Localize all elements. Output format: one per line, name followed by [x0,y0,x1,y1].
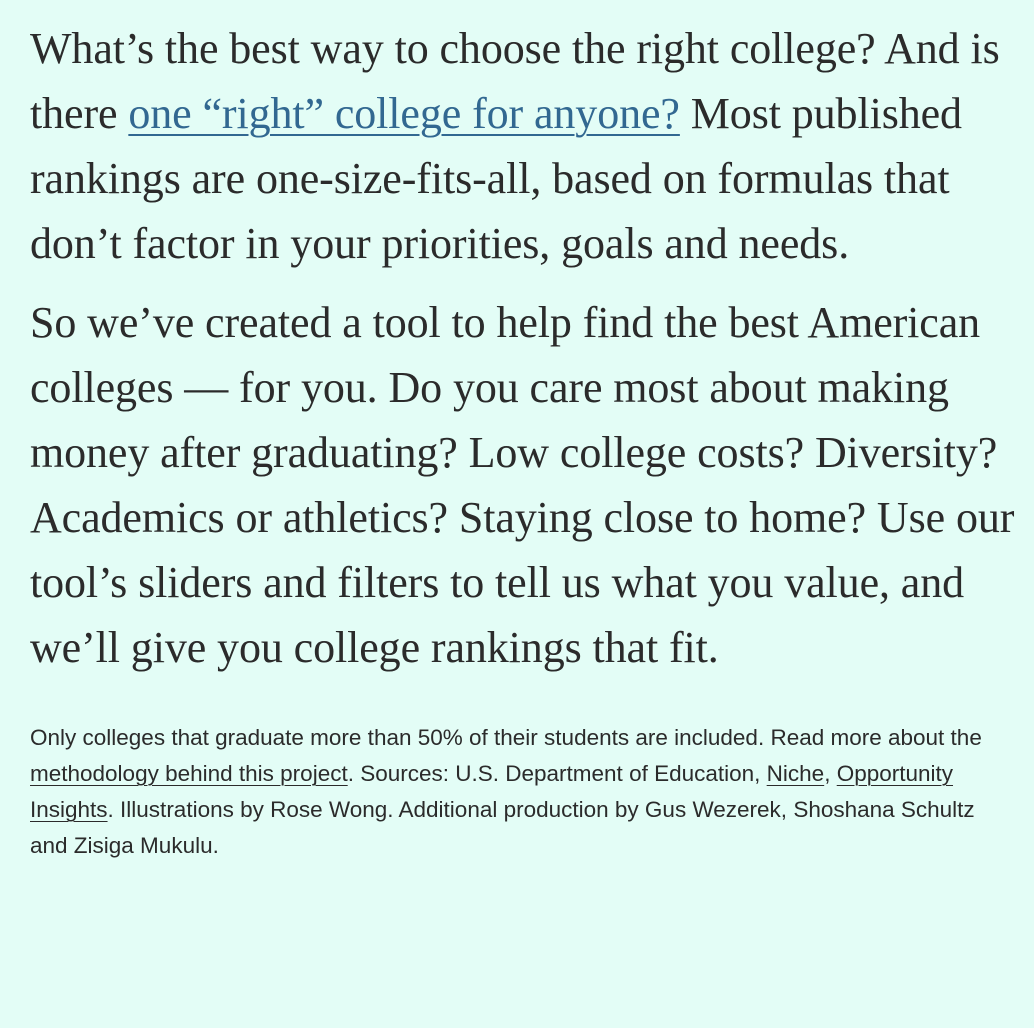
note-text-2: . Sources: U.S. Department of Education, [347,761,767,786]
methodology-link[interactable]: methodology behind this project [30,761,348,786]
note-text-3: , [824,761,837,786]
note-text-1: Only colleges that graduate more than 50% of their students are included. Read more about the [30,725,982,750]
note-text-4: . Illustrations by Rose Wong. Additional production by Gus Wezerek, Shoshana Schultz and Zisiga Mukulu. [30,797,975,858]
article-intro [30,16,1020,864]
opportunity-insights-link[interactable]: Opportunity Insights [30,761,954,822]
intro-paragraph-1-start: What’s the best way to choose the right college? And is there [30,24,1000,138]
methodology-note [30,720,990,864]
intro-paragraph-2: So we’ve created a tool to help find the best American colleges — for you. Do you care most about making money after graduating? Low college costs? Diversity? Academics or athletics? Staying close to home? Use our tool’s sliders and filters to tell us what you value, and we’ll give you college rankings that fit. [30,298,1015,672]
intro-paragraph-1-end: Most published rankings are one-size-fits-all, based on formulas that don’t factor in your priorities, goals and needs. [30,89,962,268]
niche-link[interactable]: Niche [766,761,825,786]
right-college-link[interactable]: one “right” college for anyone? [128,89,680,138]
intro-paragraph-1 [30,16,1020,276]
